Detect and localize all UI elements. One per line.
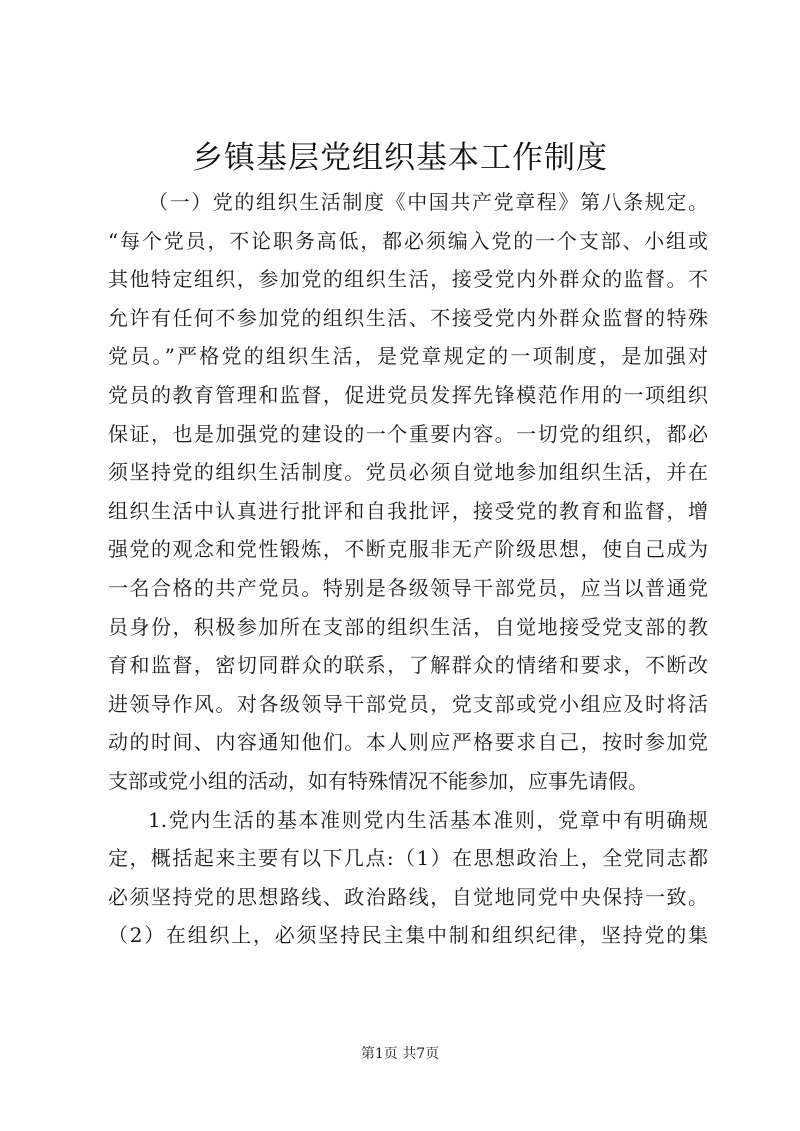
body-line: 进领导作风。对各级领导干部党员，党支部或党小组应及时将活 [108, 691, 708, 716]
body-line: （一）党的组织生活制度《中国共产党章程》第八条规定。 [148, 190, 708, 214]
body-line: 党员的教育管理和监督，促进党员发挥先锋模范作用的一项组织 [108, 382, 708, 407]
body-line: 党员。”严格党的组织生活，是党章规定的一项制度，是加强对 [108, 344, 708, 369]
body-line: 支部或党小组的活动，如有特殊情况不能参加，应事先请假。 [108, 768, 648, 793]
body-line: 组织生活中认真进行批评和自我批评，接受党的教育和监督，增 [108, 498, 708, 523]
body-line: 一名合格的共产党员。特别是各级领导干部党员，应当以普通党 [108, 575, 708, 600]
body-line: 员身份，积极参加所在支部的组织生活，自觉地接受党支部的教 [108, 614, 708, 639]
body-line: 允许有任何不参加党的组织生活、不接受党内外群众监督的特殊 [108, 305, 708, 330]
body-line: 须坚持党的组织生活制度。党员必须自觉地参加组织生活，并在 [108, 460, 708, 485]
page-number: 第1页 共7页 [360, 1046, 440, 1062]
body-line: 必须坚持党的思想路线、政治路线，自觉地同党中央保持一致。 [108, 884, 708, 909]
body-line: 育和监督，密切同群众的联系，了解群众的情绪和要求，不断改 [108, 653, 708, 678]
body-line: （2）在组织上，必须坚持民主集中制和组织纪律，坚持党的集 [108, 923, 708, 948]
document-body [108, 183, 708, 955]
body-line: 强党的观念和党性锻炼，不断克服非无产阶级思想，使自己成为 [108, 537, 708, 562]
body-line: 动的时间、内容通知他们。本人则应严格要求自己，按时参加党 [108, 730, 708, 755]
body-line: 定，概括起来主要有以下几点:（1）在思想政治上，全党同志都 [108, 846, 708, 871]
document-title: 乡镇基层党组织基本工作制度 [192, 140, 608, 176]
body-line: 保证，也是加强党的建设的一个重要内容。一切党的组织，都必 [108, 421, 708, 446]
body-line: 其他特定组织，参加党的组织生活，接受党内外群众的监督。不 [108, 267, 708, 292]
body-line: “每个党员，不论职务高低，都必须编入党的一个支部、小组或 [108, 228, 708, 253]
body-line: 1.党内生活的基本准则党内生活基本准则，党章中有明确规 [148, 807, 708, 832]
